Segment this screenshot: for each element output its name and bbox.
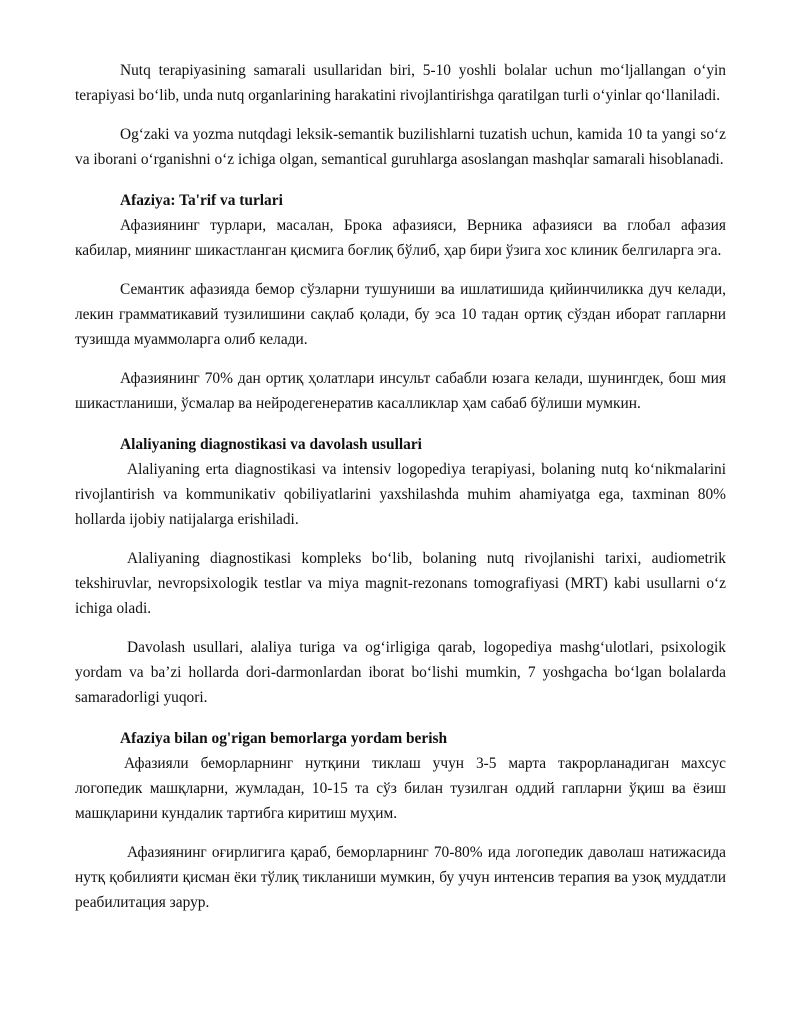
paragraph-lexical-semantic: Ogʻzaki va yozma nutqdagi leksik-semantik buzilishlarni tuzatish uchun, kamida 10 ta yangi soʻz va iborani oʻrganishni oʻz ichiga olgan, semantical guruhlarga asoslangan mashqlar samarali hisoblanadi.	[75, 126, 726, 168]
paragraph-play-therapy: Nutq terapiyasining samarali usullaridan biri, 5-10 yoshli bolalar uchun moʻljallangan oʻyin terapiyasi boʻlib, unda nutq organlarining harakatini rivojlantirishga qaratilgan turli oʻyinlar qoʻllaniladi.	[75, 62, 726, 104]
paragraph-alalia-early-diagnostics: Alaliyaning erta diagnostikasi va intensiv logopediya terapiyasi, bolaning nutq koʻnikmalarini rivojlantirish va kommunikativ qobiliyatlarini yaxshilashda muhim ahamiyatga ega, taxminan 80% hollarda ijobiy natijalarga erishiladi.	[75, 461, 726, 528]
section-heading-alalia-diagnostics: Alaliyaning diagnostikasi va davolash usullari	[120, 436, 422, 453]
section-heading-aphasia-types: Afaziya: Ta'rif va turlari	[120, 192, 283, 209]
paragraph-alalia-diagnostic-methods: Alaliyaning diagnostikasi kompleks boʻlib, bolaning nutq rivojlanishi tarixi, audiometrik tekshiruvlar, nevropsixologik testlar va miya magnit-rezonans tomografiyasi (MRT) kabi usullarni oʻz ichiga oladi.	[75, 550, 726, 617]
paragraph-alalia-treatment: Davolash usullari, alaliya turiga va ogʻirligiga qarab, logopediya mashgʻulotlari, psixologik yordam va baʼzi hollarda dori-darmonlardan iborat boʻlishi mumkin, 7 yoshgacha boʻlgan bolalarda samaradorligi yuqori.	[75, 639, 726, 706]
paragraph-semantic-aphasia: Семантик афазияда бемор сўзларни тушуниши ва ишлатишида қийинчиликка дуч келади, лекин грамматикавий тузилишини сақлаб қолади, бу эса 10 тадан ортиқ сўздан иборат гапларни тузишда муаммоларга олиб келади.	[75, 281, 726, 348]
section-heading-aphasia-help: Afaziya bilan og'rigan bemorlarga yordam berish	[120, 730, 448, 747]
paragraph-aphasia-exercises: Афазияли беморларнинг нутқини тиклаш учун 3-5 марта такрорланадиган махсус логопедик машқларни, жумладан, 10-15 та сўз билан тузилган оддий гапларни ўқиш ва ёзиш машқларини кундалик тартибга киритиш муҳим.	[75, 755, 726, 822]
paragraph-aphasia-causes: Афазиянинг 70% дан ортиқ ҳолатлари инсульт сабабли юзага келади, шунингдек, бош мия шикастланиши, ўсмалар ва нейродегенератив касалликлар ҳам сабаб бўлиши мумкин.	[75, 370, 726, 412]
paragraph-aphasia-types: Афазиянинг турлари, масалан, Брока афазияси, Верника афазияси ва глобал афазия кабилар, миянинг шикастланган қисмига боғлиқ бўлиб, ҳар бири ўзига хос клиник белгиларга эга.	[75, 217, 726, 259]
document-page	[75, 58, 726, 915]
paragraph-aphasia-recovery: Афазиянинг оғирлигига қараб, беморларнинг 70-80% ида логопедик даволаш натижасида нутқ қобилияти қисман ёки тўлиқ тикланиши мумкин, бу учун интенсив терапия ва узоқ муддатли реабилитация зарур.	[75, 844, 726, 911]
